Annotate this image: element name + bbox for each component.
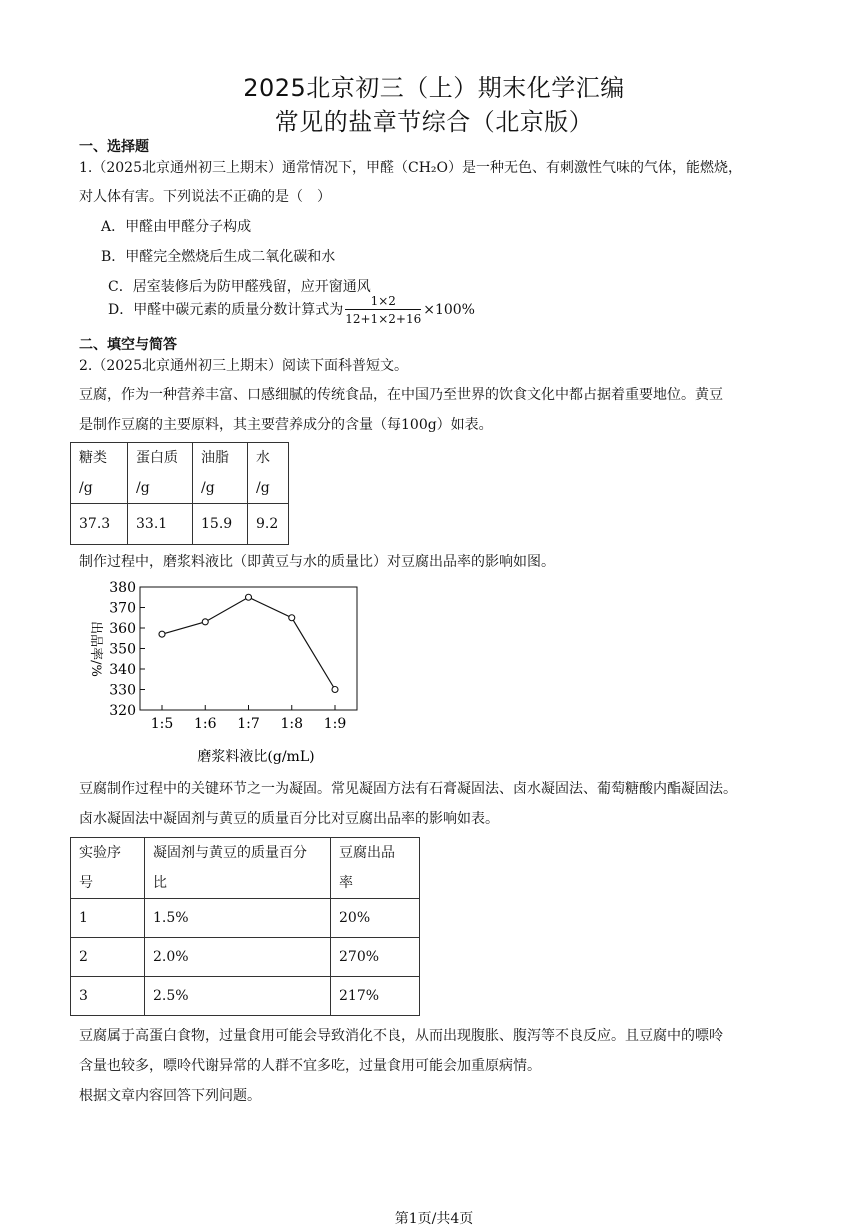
coagulant-header-cell: 凝固剂与黄豆的质量百分 比 [145, 838, 331, 899]
chart-plot-frame [140, 587, 357, 710]
nutrition-header-cell: 蛋白质 /g [128, 443, 193, 504]
y-tick-label: 340 [109, 662, 136, 678]
page-number: 第1页/共4页 [394, 1211, 474, 1227]
section-heading-fill: 二、填空与简答 [79, 337, 177, 353]
option-b: B．甲醛完全燃烧后生成二氧化碳和水 [101, 249, 336, 265]
paragraph-2: 制作过程中，磨浆料液比（即黄豆与水的质量比）对豆腐出品率的影响如图。 [79, 554, 555, 570]
coagulant-table-header-row [71, 838, 420, 899]
y-tick-label: 320 [109, 703, 136, 719]
nutrition-value-cell: 33.1 [128, 504, 193, 545]
table-cell: 1.5% [145, 899, 331, 938]
mass-fraction-formula [345, 294, 421, 326]
chart-x-axis-label: 磨浆料液比(g/mL) [197, 749, 315, 765]
coagulant-table [70, 837, 420, 1016]
paragraph-3-line-2: 卤水凝固法中凝固剂与黄豆的质量百分比对豆腐出品率的影响如表。 [79, 811, 499, 827]
coagulant-header-cell: 实验序 号 [71, 838, 145, 899]
table-cell: 270% [331, 938, 420, 977]
formula-numerator: 1×2 [345, 294, 421, 310]
table-cell: 3 [71, 977, 145, 1016]
nutrition-header-cell: 糖类 /g [71, 443, 128, 504]
question-1-line-2: 对人体有害。下列说法不正确的是（ ） [79, 189, 331, 205]
question-2-intro: 2.（2025北京通州初三上期末）阅读下面科普短文。 [79, 358, 408, 374]
x-tick-label: 1:7 [237, 716, 260, 732]
nutrition-value-cell: 9.2 [248, 504, 289, 545]
data-point [246, 594, 252, 600]
table-cell: 1 [71, 899, 145, 938]
paragraph-3-line-1: 豆腐制作过程中的关键环节之一为凝固。常见凝固方法有石膏凝固法、卤水凝固法、葡萄糖酸内酯凝固法。 [79, 781, 737, 797]
table-row [71, 938, 420, 977]
nutrition-header-cell: 油脂 /g [193, 443, 248, 504]
document-subtitle: 常见的盐章节综合（北京版） [274, 108, 594, 136]
x-tick-label: 1:6 [193, 716, 217, 732]
table-cell: 2.0% [145, 938, 331, 977]
nutrition-value-cell: 15.9 [193, 504, 248, 545]
x-tick-label: 1:5 [150, 716, 174, 732]
question-1-line-1: 1.（2025北京通州初三上期末）通常情况下，甲醛（CH₂O）是一种无色、有刺激性气味的气体，能燃烧， [79, 160, 742, 176]
x-tick-label: 1:9 [323, 716, 347, 732]
data-point [289, 615, 295, 621]
nutrition-table [70, 442, 289, 545]
y-tick-label: 350 [109, 641, 136, 658]
option-d [108, 294, 475, 326]
document-title: 2025北京初三（上）期末化学汇编 [243, 74, 625, 102]
nutrition-table-header-row [71, 443, 289, 504]
paragraph-4-line-2: 含量也较多，嘌呤代谢异常的人群不宜多吃，过量食用可能会加重原病情。 [79, 1058, 541, 1074]
y-tick-label: 380 [109, 580, 136, 596]
table-cell: 217% [331, 977, 420, 1016]
table-cell: 20% [331, 899, 420, 938]
y-tick-label: 330 [109, 682, 136, 699]
table-cell: 2.5% [145, 977, 331, 1016]
section-heading-choice: 一、选择题 [79, 139, 149, 155]
table-row [71, 977, 420, 1016]
data-point [202, 619, 208, 625]
y-tick-label: 370 [109, 600, 136, 617]
series-line [162, 597, 335, 689]
data-point [159, 631, 165, 637]
option-d-prefix: D．甲醛中碳元素的质量分数计算式为 [108, 302, 344, 318]
option-d-suffix: ×100% [423, 302, 475, 318]
table-cell: 2 [71, 938, 145, 977]
coagulant-header-cell: 豆腐出品 率 [331, 838, 420, 899]
x-tick-label: 1:8 [280, 716, 304, 732]
paragraph-5: 根据文章内容回答下列问题。 [79, 1088, 261, 1104]
nutrition-table-value-row [71, 504, 289, 545]
paragraph-1-line-1: 豆腐，作为一种营养丰富、口感细腻的传统食品，在中国乃至世界的饮食文化中都占据着重要地位。黄豆 [79, 387, 723, 403]
paragraph-1-line-2: 是制作豆腐的主要原料，其主要营养成分的含量（每100g）如表。 [79, 417, 493, 433]
yield-line-chart [70, 575, 370, 770]
nutrition-header-cell: 水 /g [248, 443, 289, 504]
option-c: C．居室装修后为防甲醛残留，应开窗通风 [108, 279, 371, 295]
formula-denominator: 12+1×2+16 [345, 312, 422, 326]
table-row [71, 899, 420, 938]
y-tick-label: 360 [109, 621, 136, 637]
data-point [332, 687, 338, 693]
chart-y-axis-label: 出品率/% [88, 621, 103, 677]
nutrition-value-cell: 37.3 [71, 504, 128, 545]
paragraph-4-line-1: 豆腐属于高蛋白食物，过量食用可能会导致消化不良，从而出现腹胀、腹泻等不良反应。且豆腐中的嘌呤 [79, 1028, 723, 1044]
option-a: A．甲醛由甲醛分子构成 [101, 219, 252, 235]
